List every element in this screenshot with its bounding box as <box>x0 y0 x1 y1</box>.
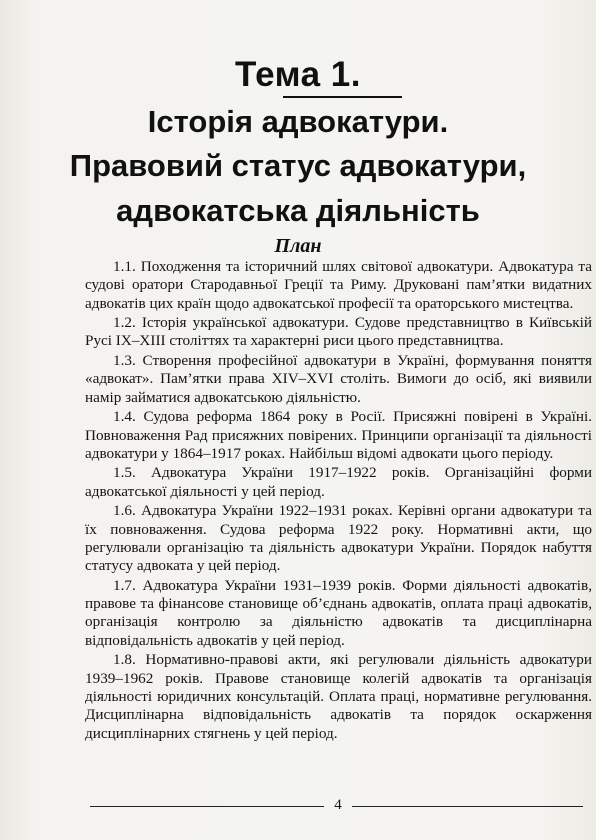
title-line-2: Правовий статус адвокатури, <box>69 148 527 183</box>
plan-item: 1.5. Адвокатура України 1917–1922 років. Організаційні форми адвокатської діяльності у цей період. <box>85 464 592 500</box>
topic-underline <box>283 96 402 98</box>
footer-rule-right <box>352 806 583 807</box>
footer-rule-left <box>90 806 324 807</box>
plan-item: 1.6. Адвокатура України 1922–1931 роках. Керівні органи адвокатури та їх повноваження. Судова реформа 1922 року. Нормативні акти, що регулювали організацію та діяльність адвокатури України. Порядок набуття статусу адвоката у цей період. <box>85 502 592 575</box>
topic-heading: Тема 1. <box>235 55 361 94</box>
page-number: 4 <box>334 797 342 813</box>
plan-item: 1.7. Адвокатура України 1931–1939 років. Форми діяльності адвокатів, правове та фінансове становище об’єднань адвокатів, оплата праці адвокатів, організація контролю за діяльністю адвокатів та дисциплінарна відповідальність адвокатів у цей період. <box>85 576 592 649</box>
title-line-1: Історія адвокатури. <box>147 104 449 139</box>
plan-item: 1.1. Походження та історичний шлях світової адвокатури. Адвокатура та судові оратори Стародавньої Греції та Риму. Друковані пам’ятки видатних адвокатів цих країн щодо адвокатської професії та ораторського мистецтва. <box>85 258 592 312</box>
plan-item: 1.2. Історія української адвокатури. Судове представництво в Київській Русі IX–XIII століттях та характерні риси цього представництва. <box>85 314 592 350</box>
plan-item: 1.8. Нормативно-правові акти, які регулювали діяльність адвокатури 1939–1962 років. Правове становище колегій адвокатів та організація діяльності юридичних консультацій. Оплата праці, нормативне регулювання. Дисциплінарна відповідальність адвокатів та порядок оскарження дисциплінарних стягнень у цей період. <box>85 651 592 742</box>
plan-list <box>85 258 592 743</box>
plan-item: 1.4. Судова реформа 1864 року в Росії. Присяжні повірені в Україні. Повноваження Рад присяжних повірених. Принципи організації та діяльності адвокатури у 1864–1917 роках. Найбільш відомі адвокати цього періоду. <box>85 408 592 462</box>
title-line-3: адвокатська діяльність <box>116 193 480 228</box>
plan-item: 1.3. Створення професійної адвокатури в Україні, формування поняття «адвокат». Пам’ятки права XIV–XVI століть. Вимоги до осіб, які виявили намір займатися адвокатською діяльністю. <box>85 352 592 406</box>
plan-heading: План <box>274 235 322 257</box>
